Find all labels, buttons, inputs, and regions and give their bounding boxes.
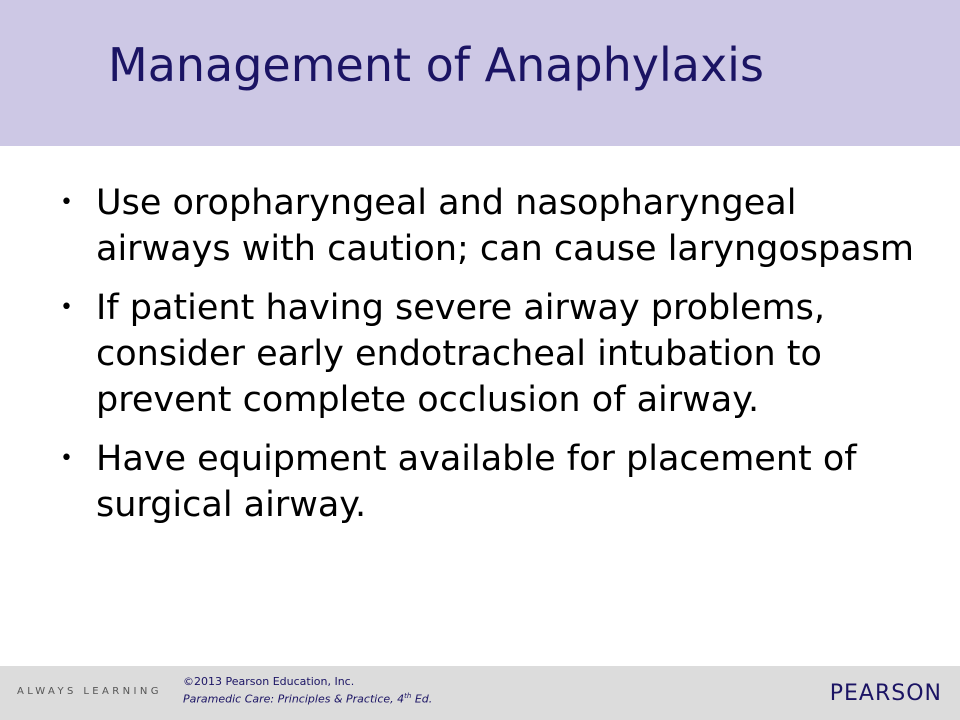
title-band <box>0 0 960 146</box>
slide-title: Management of Anaphylaxis <box>108 38 764 92</box>
bullet-item <box>60 180 920 272</box>
edition-end: Ed. <box>411 692 433 706</box>
footer-tagline: ALWAYS LEARNING <box>17 686 162 697</box>
bullet-text: Use oropharyngeal and nasopharyngeal airways with caution; can cause laryngospasm <box>96 183 915 269</box>
edition-main: Paramedic Care: Principles & Practice, 4 <box>183 692 405 706</box>
edition-superscript: th <box>404 692 412 700</box>
bullet-text: Have equipment available for placement of surgical airway. <box>96 439 857 525</box>
pearson-logo: PEARSON <box>829 681 942 706</box>
bullet-dot-icon: • <box>60 190 73 215</box>
footer-bar <box>0 666 960 720</box>
bullet-dot-icon: • <box>60 446 73 471</box>
bullet-dot-icon: • <box>60 295 73 320</box>
bullet-text: If patient having severe airway problems, consider early endotracheal intubation to prevent complete occlusion of airway. <box>96 288 825 420</box>
edition-line <box>183 689 432 707</box>
copyright-line: ©2013 Pearson Education, Inc. <box>183 675 355 688</box>
bullet-item <box>60 285 920 423</box>
bullet-item <box>60 436 920 528</box>
bullet-list <box>60 180 920 541</box>
footer-copyright <box>183 675 432 707</box>
